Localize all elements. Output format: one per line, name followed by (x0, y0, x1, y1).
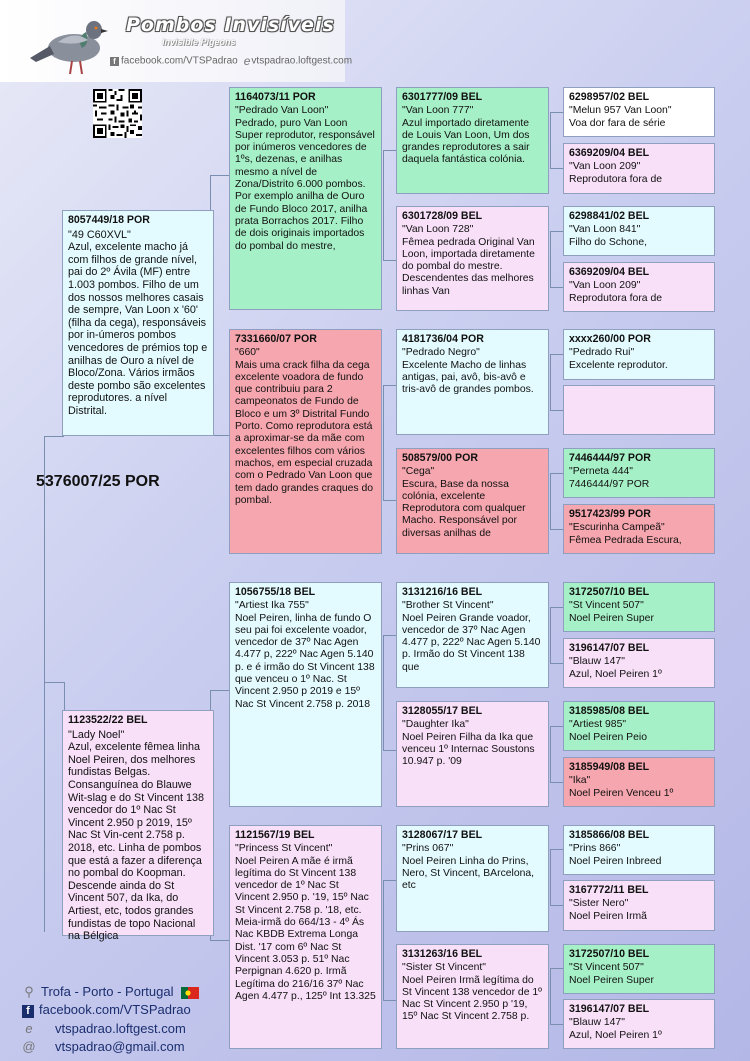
brand-title: Pombos Invisíveis (126, 14, 335, 36)
gen4-card[interactable] (563, 999, 715, 1049)
pigeon-description: 7446444/97 POR (569, 478, 650, 490)
pigeon-description: Noel Peiren Peio (569, 731, 647, 743)
at-sign-icon: @ (22, 1039, 36, 1054)
pigeon-description: Reprodutora fora de (569, 292, 662, 304)
gen3-card[interactable] (396, 206, 549, 311)
pigeon-ring: 3172507/10 BEL (569, 948, 650, 960)
e-logo-icon: e (243, 54, 251, 68)
gen3-card[interactable] (396, 582, 549, 688)
pigeon-description: Noel Peiren Super (569, 974, 654, 986)
pigeon-ring: 7446444/97 POR (569, 452, 651, 464)
pigeon-name: "Van Loon 841" (569, 224, 641, 236)
pigeon-description: Noel Peiren Irmã legítima do St Vincent 138 vencedor de 1º Nac St Vincent 2.950 p '19, 15º Nac St Vincent 2.758 p. (402, 974, 542, 1023)
pigeon-description: Excelente reprodutor. (569, 359, 668, 371)
header-links (110, 54, 352, 68)
grandsire-maternal-card[interactable] (229, 582, 382, 807)
pigeon-description: Pedrado, puro Van Loon Super reprodutor, responsável por inúmeros vencedores de 1ºs, dezenas, e anilhas mesmo a nível de Zona/Distrito 6.000 pombos. Por exemplo anilha de Ouro de Fundo Bloco 2017, anilha prata Borrachos 2017. Filho de dois originais importados do pombal do mestre, (235, 117, 375, 252)
gen4-card[interactable] (563, 329, 715, 380)
pigeon-description: Mais uma crack filha da cega excelente voadora de fundo que contribuiu para 2 campeonatos de Fundo de Bloco e um 3º Distrital Fundo Porto. Como reprodutora está a aproximar-se da mãe com excelentes filhos com vários machos, em especial cruzada com o Pedrado Van Loon que tem dado grandes craques do pombal. (235, 359, 374, 506)
gen4-card[interactable] (563, 448, 715, 498)
pigeon-ring: 3128067/17 BEL (402, 829, 483, 841)
pigeon-name: "Pedrado Rui" (569, 347, 635, 359)
pigeon-name: "Blauw 147" (569, 656, 625, 668)
pigeon-name: "Daughter Ika" (402, 719, 469, 731)
pigeon-ring: 3185985/08 BEL (569, 705, 650, 717)
pigeon-ring: 3185949/08 BEL (569, 761, 650, 773)
pigeon-description: Azul, Noel Peiren 1º (569, 1029, 662, 1041)
gen4-card[interactable] (563, 143, 715, 194)
footer-website[interactable] (22, 1021, 186, 1036)
pigeon-name: "Van Loon 728" (402, 224, 474, 236)
pigeon-name: "Princess St Vincent" (235, 843, 333, 855)
pigeon-description: Azul, Noel Peiren 1º (569, 668, 662, 680)
pigeon-ring: 508579/00 POR (402, 452, 478, 464)
pigeon-name: "Artiest 985" (569, 719, 627, 731)
pigeon-name: "Melun 957 Van Loon" (569, 105, 672, 117)
pigeon-ring: 6369209/04 BEL (569, 266, 650, 278)
footer-email-text[interactable]: vtspadrao@gmail.com (55, 1039, 185, 1054)
facebook-icon: f (22, 1005, 34, 1018)
gen4-card-empty[interactable] (563, 385, 715, 435)
pigeon-description: Noel Peiren Inbreed (569, 855, 662, 867)
pigeon-name: "St Vincent 507" (569, 962, 644, 974)
pigeon-ring: 6301728/09 BEL (402, 210, 483, 222)
pigeon-ring: 1121567/19 BEL (235, 829, 315, 841)
gen4-card[interactable] (563, 504, 715, 554)
pigeon-ring: 6298841/02 BEL (569, 210, 650, 222)
gen3-card[interactable] (396, 944, 549, 1049)
pigeon-name: "49 C60XVL" (68, 228, 131, 241)
pigeon-description: Noel Peiren, linha de fundo O seu pai foi excelente voador, vencedor de 37º Nac Agen 4.477 p, 222º Nac Agen 5.140 p. e é irmão do St Vincent 138 que venceu o 1º Nac. St Vincent 2.950 p 2019 e 15º Nac St Vincent 2.758 p. 2018 (235, 612, 375, 710)
dam-card[interactable] (62, 710, 214, 943)
pigeon-description: Excelente Macho de linhas antigas, pai, avô, bis-avô e tris-avô de grandes pombos. (402, 359, 534, 396)
pigeon-name: "Sister Nero" (569, 898, 629, 910)
sire-card[interactable] (62, 210, 214, 436)
facebook-icon: f (110, 57, 119, 66)
e-logo-icon: e (25, 1021, 33, 1036)
gen4-card[interactable] (563, 944, 715, 994)
pigeon-name: "Brother St Vincent" (402, 600, 494, 612)
pigeon-name: "Pedrado Van Loon" (235, 105, 329, 117)
pigeon-name: "Ika" (569, 775, 591, 787)
pigeon-name: "Lady Noel" (68, 728, 125, 741)
pigeon-name: "660" (235, 347, 260, 359)
pigeon-description: Noel Peiren Irmã (569, 910, 647, 922)
pigeon-name: "Perneta 444" (569, 466, 633, 478)
brand-subtitle: Invisible Pigeons (162, 37, 236, 47)
header-website-link[interactable]: vtspadrao.loftgest.com (251, 55, 353, 67)
header-banner (0, 0, 353, 82)
pigeon-ring: 3128055/17 BEL (402, 705, 483, 717)
pigeon-ring: 6301777/09 BEL (402, 91, 483, 103)
pigeon-name: "Van Loon 209" (569, 161, 641, 173)
gen3-card[interactable] (396, 701, 549, 807)
pigeon-description: Escura, Base da nossa colónia, excelente Reprodutora com qualquer Macho. Responsável por diversas anilhas de (402, 478, 526, 539)
pigeon-ring: 7331660/07 POR (235, 333, 317, 345)
pigeon-ring: 1056755/18 BEL (235, 586, 316, 598)
grandsire-paternal-card[interactable] (229, 87, 382, 310)
pigeon-name: "Van Loon 209" (569, 280, 641, 292)
gen4-card[interactable] (563, 262, 715, 312)
gen4-card[interactable] (563, 582, 715, 632)
pigeon-description: Noel Peiren Linha do Prins, Nero, St Vincent, BArcelona, etc (402, 855, 535, 892)
pigeon-ring: 3185866/08 BEL (569, 829, 650, 841)
pigeon-ring: 3172507/10 BEL (569, 586, 650, 598)
pigeon-name: "Blauw 147" (569, 1017, 625, 1029)
footer-email[interactable] (22, 1039, 185, 1054)
header-facebook-link[interactable]: facebook.com/VTSPadrao (121, 55, 238, 67)
gen4-card[interactable] (563, 825, 715, 875)
pigeon-name: "Van Loon 777" (402, 105, 474, 117)
pigeon-ring: 3131263/16 BEL (402, 948, 483, 960)
footer-facebook[interactable] (22, 1002, 191, 1018)
gen4-card[interactable] (563, 701, 715, 751)
pigeon-ring: 6298957/02 BEL (569, 91, 650, 103)
pigeon-name: "Pedrado Negro" (402, 347, 480, 359)
qr-code-icon (93, 89, 142, 138)
granddam-maternal-card[interactable] (229, 825, 382, 1049)
pigeon-logo-icon (28, 8, 110, 80)
granddam-paternal-card[interactable] (229, 329, 382, 554)
pigeon-description: Filho do Schone, (569, 236, 647, 248)
pigeon-description: Azul importado diretamente de Louis Van Loon, Um dos grandes reprodutores a sair daquela fantástica colónia. (402, 117, 530, 166)
pigeon-name: "Prins 067" (402, 843, 454, 855)
pigeon-name: "Prins 866" (569, 843, 621, 855)
gen3-card[interactable] (396, 329, 549, 435)
pigeon-description: Reprodutora fora de (569, 173, 662, 185)
footer-facebook-text[interactable]: facebook.com/VTSPadrao (39, 1002, 191, 1017)
gen4-card[interactable] (563, 638, 715, 688)
pigeon-description: Noel Peiren Grande voador, vencedor de 37º Nac Agen 4.477 p, 222º Nac Agen 5.140 p. Irmão do St Vincent 138 que (402, 612, 541, 673)
pigeon-ring: xxxx260/00 POR (569, 333, 651, 345)
pigeon-description: Noel Peiren Venceu 1º (569, 787, 674, 799)
footer-location-text: Trofa - Porto - Portugal (41, 984, 174, 999)
pigeon-ring: 3131216/16 BEL (402, 586, 483, 598)
pigeon-description: Noel Peiren A mãe é irmã legítima do St Vincent 138 vencedor de 1º Nac St Vincent 2.950 p. '19, 15º Nac St Vincent 2.758 p. '18, etc. Meia-irmã do 664/13 - 4º Ás Nac KBDB Extrema Longa Dist. '17 com 6º Nac St Vincent 3.053 p. 51º Nac Perpignan 4.620 p. Irmã Legítima do 216/16 37º Nac Agen 4.477 p., 125º Int 13.325 (235, 855, 376, 1002)
pigeon-ring: 3196147/07 BEL (569, 642, 650, 654)
footer-website-text[interactable]: vtspadrao.loftgest.com (55, 1021, 186, 1036)
pigeon-description: Noel Peiren Super (569, 612, 654, 624)
gen4-card[interactable] (563, 206, 715, 256)
pigeon-ring: 9517423/99 POR (569, 508, 651, 520)
gen4-card[interactable] (563, 880, 715, 931)
gen3-card[interactable] (396, 87, 549, 194)
pigeon-description: Fêmea Pedrada Escura, (569, 534, 682, 546)
gen3-card[interactable] (396, 448, 549, 554)
pigeon-name: "Artiest Ika 755" (235, 600, 309, 612)
pigeon-ring: 3196147/07 BEL (569, 1003, 650, 1015)
pigeon-name: "Escurinha Campeã" (569, 522, 665, 534)
pigeon-description: Noel Peiren Filha da Ika que venceu 1º Internac Soustons 10.947 p. '09 (402, 731, 535, 768)
pigeon-name: "St Vincent 507" (569, 600, 644, 612)
pigeon-description: Voa dor fara de série (569, 117, 666, 129)
portugal-flag-icon (181, 987, 199, 999)
pigeon-description: Fêmea pedrada Original Van Loon, importada diretamente do pombal do mestre. Descendentes das melhores linhas Van (402, 236, 535, 297)
pigeon-description: Azul, excelente macho já com filhos de grande nível, pai do 2º Ávila (MF) entre 1.003 pombos. Filho de um dos nossos melhores casais de sempre, Van Loon x '60' (filha da cega), responsáveis por in-úmeros pombos vencedores de prémios top e anilhas de Ouro a nível de Bloco/Zona. Vários irmãos deste pombo são excelentes reprodutores. a nível Distrital. (68, 241, 208, 417)
pigeon-ring: 1123522/22 BEL (68, 714, 148, 726)
pigeon-ring: 3167772/11 BEL (569, 884, 649, 896)
gen4-card[interactable] (563, 87, 715, 137)
gen3-card[interactable] (396, 825, 549, 932)
pigeon-name: "Sister St Vincent" (402, 962, 486, 974)
footer-location (22, 984, 199, 1000)
gen4-card[interactable] (563, 757, 715, 807)
pigeon-ring: 4181736/04 POR (402, 333, 484, 345)
main-pigeon-id: 5376007/25 POR (36, 473, 160, 490)
pigeon-description: Azul, excelente fêmea linha Noel Peiren, dos melhores fundistas Belgas. Consanguínea do Blauwe Wit-slag e do St Vincent 138 vencedor do 1º Nac St Vincent 2.950 p 2019, 15º Nac St Vin-cent 2.758 p. 2018, etc. Linha de pombos que está a fazer a diferença no pombal do Koopman. Descende ainda do St Vincent 507, da Ika, do Artiest, etc, todos grandes fundistas de topo Nacional na Bélgica (68, 741, 205, 943)
pigeon-ring: 1164073/11 POR (235, 91, 316, 103)
pigeon-name: "Cega" (402, 466, 435, 478)
pigeon-ring: 8057449/18 POR (68, 214, 150, 226)
pigeon-ring: 6369209/04 BEL (569, 147, 650, 159)
location-pin-icon: ⚲ (24, 984, 34, 999)
